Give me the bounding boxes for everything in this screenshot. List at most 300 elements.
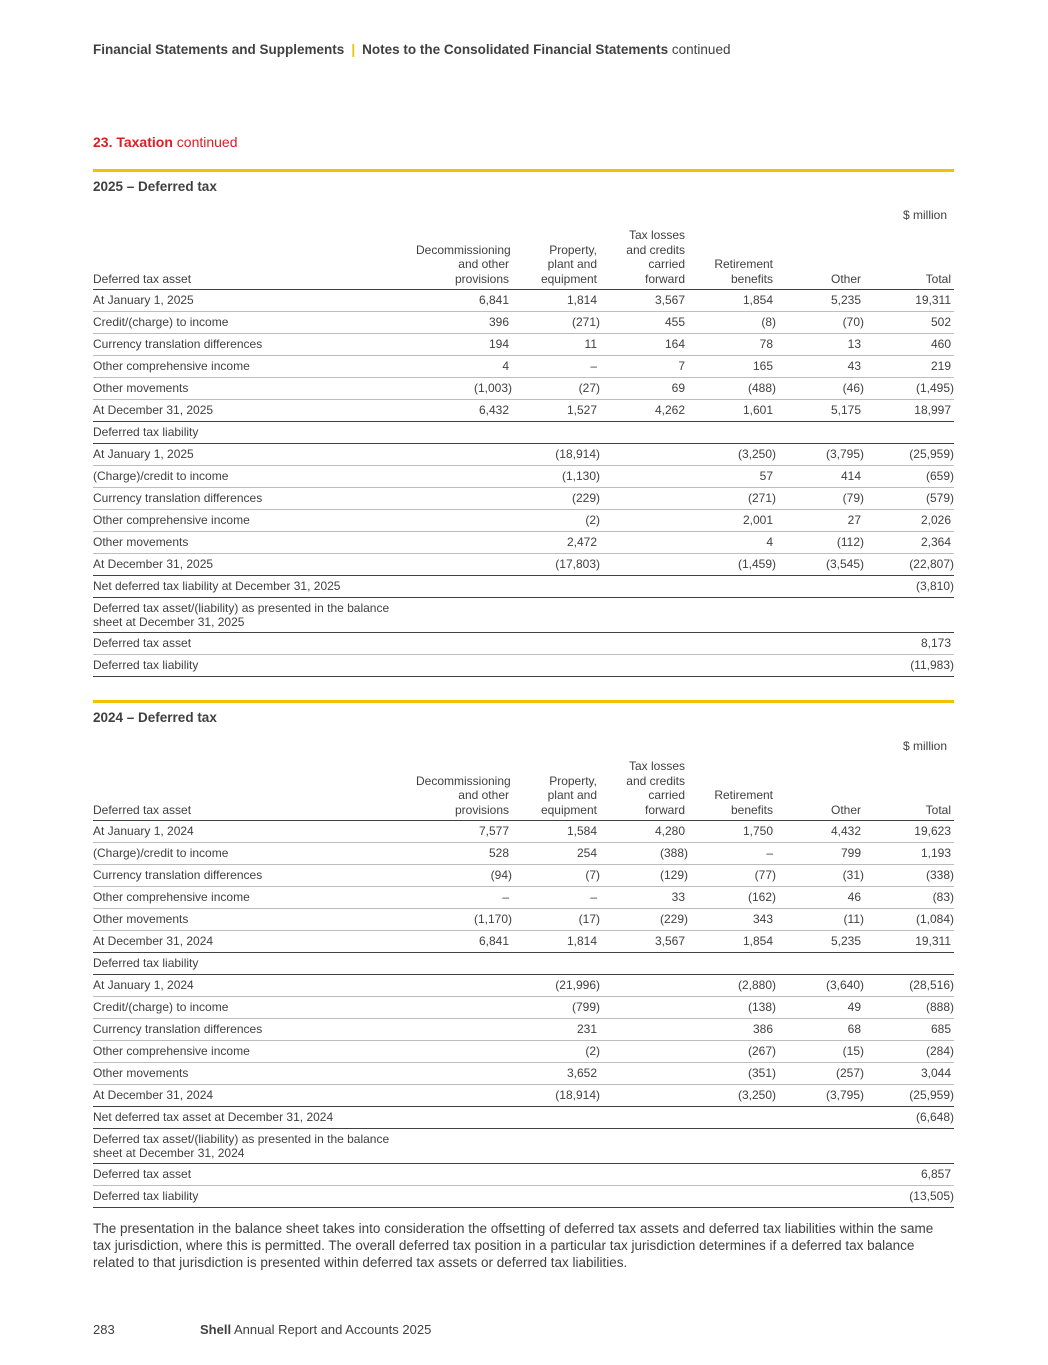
- table-cell: (25,959): [864, 1085, 954, 1107]
- footer-brand: [200, 1322, 431, 1337]
- row-label: Deferred tax liability: [93, 953, 416, 975]
- table-cell: (138): [688, 997, 776, 1019]
- table-body: [93, 290, 954, 677]
- column-header: Total: [864, 757, 954, 821]
- table-cell: 5,175: [776, 400, 864, 422]
- table-cell: 2,026: [864, 510, 954, 532]
- column-header: Retirement benefits: [688, 226, 776, 290]
- row-label: Deferred tax asset/(liability) as presented in the balance sheet at December 31, 2024: [93, 1129, 416, 1164]
- table-row: [93, 1107, 954, 1129]
- table-cell: 685: [864, 1019, 954, 1041]
- table-row: [93, 953, 954, 975]
- row-label: Other movements: [93, 1063, 416, 1085]
- table-cell: [600, 466, 688, 488]
- row-label: Deferred tax asset/(liability) as presented in the balance sheet at December 31, 2025: [93, 598, 416, 633]
- table-cell: [512, 655, 600, 677]
- row-label: At January 1, 2024: [93, 975, 416, 997]
- brand-name: Shell: [200, 1322, 232, 1337]
- table-cell: 5,235: [776, 931, 864, 953]
- table-cell: [600, 953, 688, 975]
- table-cell: 1,750: [688, 821, 776, 843]
- table-cell: (1,170): [416, 909, 512, 931]
- table-cell: (3,545): [776, 554, 864, 576]
- table-cell: [416, 633, 512, 655]
- row-label: Currency translation differences: [93, 1019, 416, 1041]
- table-cell: [600, 633, 688, 655]
- table-cell: [512, 633, 600, 655]
- table-row: [93, 356, 954, 378]
- table-cell: (888): [864, 997, 954, 1019]
- table-cell: (94): [416, 865, 512, 887]
- table-cell: (229): [512, 488, 600, 510]
- table-cell: (27): [512, 378, 600, 400]
- row-label: Other movements: [93, 909, 416, 931]
- row-label-header: Deferred tax asset: [93, 226, 416, 290]
- note-continued: continued: [176, 134, 238, 150]
- deferred-tax-2024-table: [93, 757, 954, 1208]
- table-row: [93, 576, 954, 598]
- table-cell: 11: [512, 334, 600, 356]
- table-cell: [776, 1164, 864, 1186]
- table-cell: (8): [688, 312, 776, 334]
- table-row: [93, 598, 954, 633]
- units-label: $ million: [902, 208, 947, 222]
- row-label: Other movements: [93, 378, 416, 400]
- table-cell: (257): [776, 1063, 864, 1085]
- table-cell: 19,311: [864, 931, 954, 953]
- units-label: $ million: [902, 739, 947, 753]
- table-cell: 57: [688, 466, 776, 488]
- table-cell: (3,250): [688, 444, 776, 466]
- table-cell: 78: [688, 334, 776, 356]
- table-cell: (25,959): [864, 444, 954, 466]
- table-cell: (271): [512, 312, 600, 334]
- table-cell: [512, 1164, 600, 1186]
- table-cell: [416, 554, 512, 576]
- table-cell: (79): [776, 488, 864, 510]
- table-cell: 5,235: [776, 290, 864, 312]
- table-cell: (112): [776, 532, 864, 554]
- row-label: At January 1, 2025: [93, 444, 416, 466]
- table-header-row: [93, 226, 954, 290]
- column-header: Other: [776, 226, 864, 290]
- table-cell: 4,280: [600, 821, 688, 843]
- table-row: [93, 1041, 954, 1063]
- table-cell: 219: [864, 356, 954, 378]
- table-row: [93, 1186, 954, 1208]
- table-cell: 3,044: [864, 1063, 954, 1085]
- table-cell: 1,814: [512, 290, 600, 312]
- table-row: [93, 1129, 954, 1164]
- table-cell: [776, 1107, 864, 1129]
- table-cell: [416, 532, 512, 554]
- table-row: [93, 444, 954, 466]
- table-cell: [512, 1186, 600, 1208]
- table-cell: (1,495): [864, 378, 954, 400]
- table-cell: [416, 510, 512, 532]
- running-header: [93, 42, 730, 57]
- table-cell: (162): [688, 887, 776, 909]
- table-cell: [688, 1164, 776, 1186]
- table-cell: (15): [776, 1041, 864, 1063]
- table-cell: [512, 598, 600, 633]
- table-row: [93, 887, 954, 909]
- table-cell: 4: [688, 532, 776, 554]
- table-row: [93, 1019, 954, 1041]
- table-cell: [512, 576, 600, 598]
- table-cell: [416, 975, 512, 997]
- table-cell: [416, 1107, 512, 1129]
- table-cell: 1,854: [688, 290, 776, 312]
- table-cell: 13: [776, 334, 864, 356]
- table-cell: [600, 1186, 688, 1208]
- table-cell: (22,807): [864, 554, 954, 576]
- table-cell: [416, 1085, 512, 1107]
- table-cell: [600, 510, 688, 532]
- table-cell: –: [416, 887, 512, 909]
- table-cell: 386: [688, 1019, 776, 1041]
- table-cell: (488): [688, 378, 776, 400]
- table-body: [93, 821, 954, 1208]
- table-cell: [416, 953, 512, 975]
- table-cell: (1,130): [512, 466, 600, 488]
- table-row: [93, 909, 954, 931]
- table-cell: 1,601: [688, 400, 776, 422]
- table-cell: (271): [688, 488, 776, 510]
- table-row: [93, 843, 954, 865]
- table-cell: [416, 1129, 512, 1164]
- table-cell: [864, 1129, 954, 1164]
- table-cell: 3,567: [600, 290, 688, 312]
- table-cell: 46: [776, 887, 864, 909]
- table-cell: (284): [864, 1041, 954, 1063]
- table-cell: [600, 444, 688, 466]
- table-cell: 6,857: [864, 1164, 954, 1186]
- table-cell: (11): [776, 909, 864, 931]
- table-cell: (70): [776, 312, 864, 334]
- table-cell: 799: [776, 843, 864, 865]
- table-cell: 4,262: [600, 400, 688, 422]
- column-header: Tax losses and credits carried forward: [600, 226, 688, 290]
- table-cell: [776, 1129, 864, 1164]
- row-label: Deferred tax asset: [93, 633, 416, 655]
- table-cell: 43: [776, 356, 864, 378]
- table-cell: –: [512, 356, 600, 378]
- table-cell: [600, 655, 688, 677]
- table-cell: [600, 975, 688, 997]
- table-cell: 502: [864, 312, 954, 334]
- table-cell: [688, 598, 776, 633]
- table-cell: 49: [776, 997, 864, 1019]
- table-cell: (1,459): [688, 554, 776, 576]
- table-row: [93, 378, 954, 400]
- table-cell: (579): [864, 488, 954, 510]
- page-number: 283: [93, 1322, 115, 1337]
- table-cell: 69: [600, 378, 688, 400]
- column-header: Property, plant and equipment: [512, 226, 600, 290]
- table-row: [93, 821, 954, 843]
- table-cell: 6,841: [416, 931, 512, 953]
- table-cell: (31): [776, 865, 864, 887]
- table-row: [93, 1063, 954, 1085]
- report-title: Annual Report and Accounts 2025: [233, 1322, 432, 1337]
- table-cell: [416, 1019, 512, 1041]
- table-cell: [688, 576, 776, 598]
- row-label: (Charge)/credit to income: [93, 843, 416, 865]
- row-label: (Charge)/credit to income: [93, 466, 416, 488]
- deferred-tax-2024-block: [93, 700, 954, 1208]
- row-label: At December 31, 2024: [93, 931, 416, 953]
- row-label: Other comprehensive income: [93, 356, 416, 378]
- table-cell: [416, 1041, 512, 1063]
- column-header: Decommissioning and other provisions: [416, 226, 512, 290]
- table-cell: (83): [864, 887, 954, 909]
- table-cell: [416, 576, 512, 598]
- table-cell: (3,250): [688, 1085, 776, 1107]
- table-cell: (3,795): [776, 1085, 864, 1107]
- table-row: [93, 488, 954, 510]
- table-cell: [776, 953, 864, 975]
- note-title-text: 23. Taxation: [93, 134, 173, 150]
- table-cell: (28,516): [864, 975, 954, 997]
- table-cell: [512, 953, 600, 975]
- table-cell: [512, 1129, 600, 1164]
- table-cell: [600, 1164, 688, 1186]
- table-row: [93, 1164, 954, 1186]
- row-label-header: Deferred tax asset: [93, 757, 416, 821]
- table-cell: [512, 422, 600, 444]
- table-cell: [688, 1186, 776, 1208]
- table-title: 2025 – Deferred tax: [93, 179, 217, 194]
- table-cell: [688, 655, 776, 677]
- table-cell: 2,472: [512, 532, 600, 554]
- table-cell: [688, 422, 776, 444]
- table-cell: [600, 1041, 688, 1063]
- table-row: [93, 312, 954, 334]
- table-cell: 3,567: [600, 931, 688, 953]
- row-label: Deferred tax asset: [93, 1164, 416, 1186]
- table-cell: [688, 953, 776, 975]
- table-cell: (3,810): [864, 576, 954, 598]
- table-cell: [512, 1107, 600, 1129]
- table-cell: [600, 1063, 688, 1085]
- table-cell: [416, 655, 512, 677]
- table-cell: 1,584: [512, 821, 600, 843]
- table-cell: (229): [600, 909, 688, 931]
- table-cell: [600, 488, 688, 510]
- table-cell: (17,803): [512, 554, 600, 576]
- section-divider: [93, 169, 954, 172]
- table-cell: 455: [600, 312, 688, 334]
- row-label: Other comprehensive income: [93, 887, 416, 909]
- table-row: [93, 554, 954, 576]
- table-cell: [776, 633, 864, 655]
- table-cell: (2,880): [688, 975, 776, 997]
- table-cell: 231: [512, 1019, 600, 1041]
- table-cell: [688, 633, 776, 655]
- table-cell: [416, 997, 512, 1019]
- table-cell: 460: [864, 334, 954, 356]
- column-header: Property, plant and equipment: [512, 757, 600, 821]
- row-label: Deferred tax liability: [93, 1186, 416, 1208]
- table-title: 2024 – Deferred tax: [93, 710, 217, 725]
- deferred-tax-2025-table: [93, 226, 954, 677]
- table-cell: 4: [416, 356, 512, 378]
- table-cell: (388): [600, 843, 688, 865]
- table-row: [93, 422, 954, 444]
- table-cell: 1,193: [864, 843, 954, 865]
- table-cell: (2): [512, 510, 600, 532]
- table-cell: [776, 598, 864, 633]
- section-divider: [93, 700, 954, 703]
- table-cell: (1,003): [416, 378, 512, 400]
- footnote-paragraph: The presentation in the balance sheet takes into consideration the offsetting of deferred tax assets and deferred tax liabilities within the same tax jurisdiction, where this is permitted. The overall deferred tax position in a particular tax jurisdiction determines if a deferred tax balance related to that jurisdiction is presented within deferred tax assets or deferred tax liabilities.: [93, 1221, 934, 1270]
- table-cell: [600, 1107, 688, 1129]
- table-cell: (3,640): [776, 975, 864, 997]
- row-label: Currency translation differences: [93, 334, 416, 356]
- row-label: At December 31, 2025: [93, 554, 416, 576]
- table-cell: [776, 655, 864, 677]
- header-continued: continued: [671, 42, 731, 57]
- table-cell: (338): [864, 865, 954, 887]
- table-cell: (3,795): [776, 444, 864, 466]
- table-cell: 19,623: [864, 821, 954, 843]
- table-cell: [416, 1164, 512, 1186]
- table-cell: [776, 1186, 864, 1208]
- table-cell: 254: [512, 843, 600, 865]
- table-cell: (13,505): [864, 1186, 954, 1208]
- table-cell: [600, 1085, 688, 1107]
- table-cell: [776, 422, 864, 444]
- table-cell: [416, 488, 512, 510]
- table-cell: –: [688, 843, 776, 865]
- table-cell: (6,648): [864, 1107, 954, 1129]
- table-row: [93, 334, 954, 356]
- table-cell: 7: [600, 356, 688, 378]
- table-cell: (18,914): [512, 1085, 600, 1107]
- table-cell: [416, 444, 512, 466]
- table-cell: [864, 598, 954, 633]
- row-label: Currency translation differences: [93, 865, 416, 887]
- table-cell: (77): [688, 865, 776, 887]
- table-cell: [688, 1129, 776, 1164]
- table-cell: 528: [416, 843, 512, 865]
- table-cell: 4,432: [776, 821, 864, 843]
- table-cell: 1,814: [512, 931, 600, 953]
- table-cell: 7,577: [416, 821, 512, 843]
- row-label: Net deferred tax asset at December 31, 2024: [93, 1107, 416, 1129]
- table-cell: 343: [688, 909, 776, 931]
- table-cell: 27: [776, 510, 864, 532]
- row-label: At January 1, 2025: [93, 290, 416, 312]
- table-row: [93, 510, 954, 532]
- table-cell: (129): [600, 865, 688, 887]
- table-cell: 68: [776, 1019, 864, 1041]
- table-row: [93, 975, 954, 997]
- table-cell: [864, 953, 954, 975]
- table-cell: (7): [512, 865, 600, 887]
- table-cell: [600, 422, 688, 444]
- table-cell: (1,084): [864, 909, 954, 931]
- table-cell: 165: [688, 356, 776, 378]
- table-cell: 33: [600, 887, 688, 909]
- table-cell: –: [512, 887, 600, 909]
- row-label: Other movements: [93, 532, 416, 554]
- row-label: Currency translation differences: [93, 488, 416, 510]
- row-label: At December 31, 2024: [93, 1085, 416, 1107]
- table-row: [93, 466, 954, 488]
- table-cell: [600, 1019, 688, 1041]
- row-label: Credit/(charge) to income: [93, 997, 416, 1019]
- table-cell: 2,364: [864, 532, 954, 554]
- column-header: Tax losses and credits carried forward: [600, 757, 688, 821]
- table-cell: (17): [512, 909, 600, 931]
- row-label: Deferred tax liability: [93, 422, 416, 444]
- table-cell: (11,983): [864, 655, 954, 677]
- table-cell: 3,652: [512, 1063, 600, 1085]
- table-cell: 2,001: [688, 510, 776, 532]
- table-cell: [600, 576, 688, 598]
- table-cell: (2): [512, 1041, 600, 1063]
- table-cell: 1,854: [688, 931, 776, 953]
- table-cell: [600, 997, 688, 1019]
- table-header-row: [93, 757, 954, 821]
- row-label: Credit/(charge) to income: [93, 312, 416, 334]
- table-cell: [416, 1186, 512, 1208]
- header-separator: |: [351, 42, 356, 57]
- table-cell: 8,173: [864, 633, 954, 655]
- table-cell: [600, 598, 688, 633]
- table-cell: [600, 532, 688, 554]
- table-cell: 194: [416, 334, 512, 356]
- table-cell: (46): [776, 378, 864, 400]
- table-cell: [416, 1063, 512, 1085]
- row-label: Deferred tax liability: [93, 655, 416, 677]
- table-cell: [776, 576, 864, 598]
- table-row: [93, 931, 954, 953]
- table-row: [93, 997, 954, 1019]
- table-cell: [600, 1129, 688, 1164]
- row-label: Other comprehensive income: [93, 510, 416, 532]
- table-cell: [416, 598, 512, 633]
- table-cell: (18,914): [512, 444, 600, 466]
- table-cell: 1,527: [512, 400, 600, 422]
- table-cell: (351): [688, 1063, 776, 1085]
- row-label: Other comprehensive income: [93, 1041, 416, 1063]
- table-row: [93, 655, 954, 677]
- table-row: [93, 290, 954, 312]
- column-header: Retirement benefits: [688, 757, 776, 821]
- header-section: Financial Statements and Supplements: [93, 42, 345, 57]
- table-cell: 6,841: [416, 290, 512, 312]
- table-cell: (659): [864, 466, 954, 488]
- table-row: [93, 1085, 954, 1107]
- table-row: [93, 865, 954, 887]
- table-cell: 164: [600, 334, 688, 356]
- table-cell: 396: [416, 312, 512, 334]
- table-row: [93, 400, 954, 422]
- table-cell: 19,311: [864, 290, 954, 312]
- table-cell: [864, 422, 954, 444]
- column-header: Decommissioning and other provisions: [416, 757, 512, 821]
- deferred-tax-2025-block: [93, 169, 954, 677]
- table-row: [93, 633, 954, 655]
- row-label: Net deferred tax liability at December 31, 2025: [93, 576, 416, 598]
- table-cell: [600, 554, 688, 576]
- table-cell: (799): [512, 997, 600, 1019]
- table-cell: (21,996): [512, 975, 600, 997]
- table-cell: 414: [776, 466, 864, 488]
